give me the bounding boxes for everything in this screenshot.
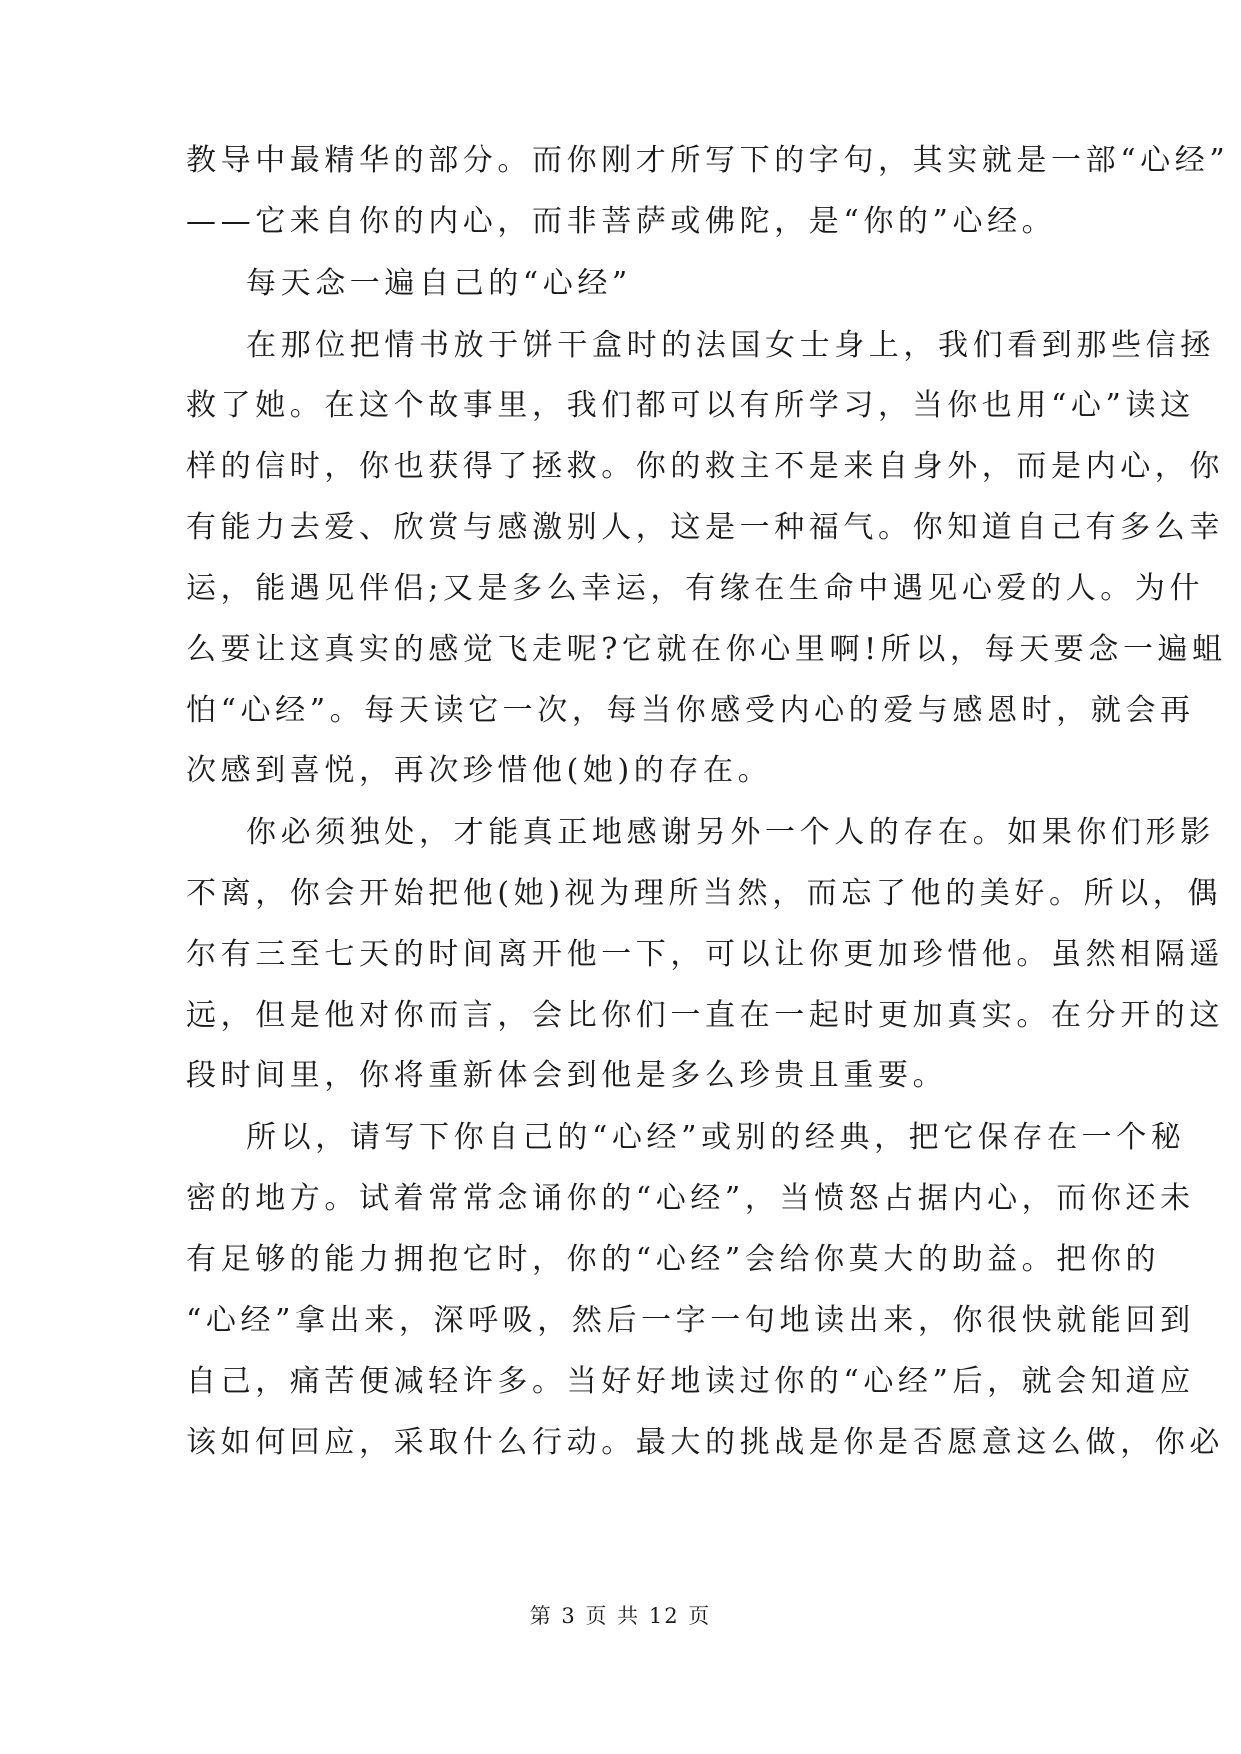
text-line: 不离，你会开始把他(她)视为理所当然，而忘了他的美好。所以，偶	[186, 876, 1223, 911]
text-line: 么要让这真实的感觉飞走呢?它就在你心里啊!所以，每天要念一遍蛆	[186, 632, 1227, 667]
text-line: 段时间里，你将重新体会到他是多么珍贵且重要。	[186, 1058, 948, 1093]
text-line: 尔有三至七天的时间离开他一下，可以让你更加珍惜他。虽然相隔遥	[186, 937, 1224, 972]
text-line: 密的地方。试着常常念诵你的“心经”，当愤怒占据内心，而你还未	[186, 1181, 1195, 1216]
text-line: 所以，请写下你自己的“心经”或别的经典，把它保存在一个秘	[246, 1120, 1186, 1155]
text-line: 运，能遇见伴侣;又是多么幸运，有缘在生命中遇见心爱的人。为什	[186, 571, 1205, 606]
text-line: 有能力去爱、欣赏与感激别人，这是一种福气。你知道自己有多么幸	[186, 510, 1224, 545]
text-line: “心经”拿出来，深呼吸，然后一字一句地读出来，你很快就能回到	[186, 1303, 1195, 1338]
footer-prefix: 第	[529, 1604, 553, 1628]
current-page-number: 3	[561, 1604, 577, 1628]
text-line: 在那位把情书放于饼干盒时的法国女士身上，我们看到那些信拯	[246, 328, 1215, 363]
section-heading: 每天念一遍自己的“心经”	[246, 266, 632, 301]
page-footer	[0, 1603, 1241, 1629]
text-line: 远，但是他对你而言，会比你们一直在一起时更加真实。在分开的这	[186, 998, 1224, 1033]
text-line: 你必须独处，才能真正地感谢另外一个人的存在。如果你们形影	[246, 815, 1215, 850]
text-line: 教导中最精华的部分。而你刚才所写下的字句，其实就是一部“心经”	[186, 143, 1230, 178]
text-line: 自己，痛苦便减轻许多。当好好地读过你的“心经”后，就会知道应	[186, 1364, 1195, 1399]
total-page-count: 12	[648, 1604, 680, 1628]
text-line: 救了她。在这个故事里，我们都可以有所学习，当你也用“心”读这	[186, 388, 1195, 423]
footer-suffix: 页	[688, 1604, 712, 1628]
text-line: ——它来自你的内心，而非菩萨或佛陀，是“你的”心经。	[186, 204, 1057, 239]
footer-middle: 页 共	[585, 1604, 641, 1628]
text-line: 样的信时，你也获得了拯救。你的救主不是来自身外，而是内心，你	[186, 449, 1224, 484]
text-line: 怕“心经”。每天读它一次，每当你感受内心的爱与感恩时，就会再	[186, 693, 1195, 728]
text-line: 次感到喜悦，再次珍惜他(她)的存在。	[186, 753, 773, 788]
text-line: 该如何回应，采取什么行动。最大的挑战是你是否愿意这么做，你必	[186, 1425, 1224, 1460]
text-line: 有足够的能力拥抱它时，你的“心经”会给你莫大的助益。把你的	[186, 1242, 1161, 1277]
